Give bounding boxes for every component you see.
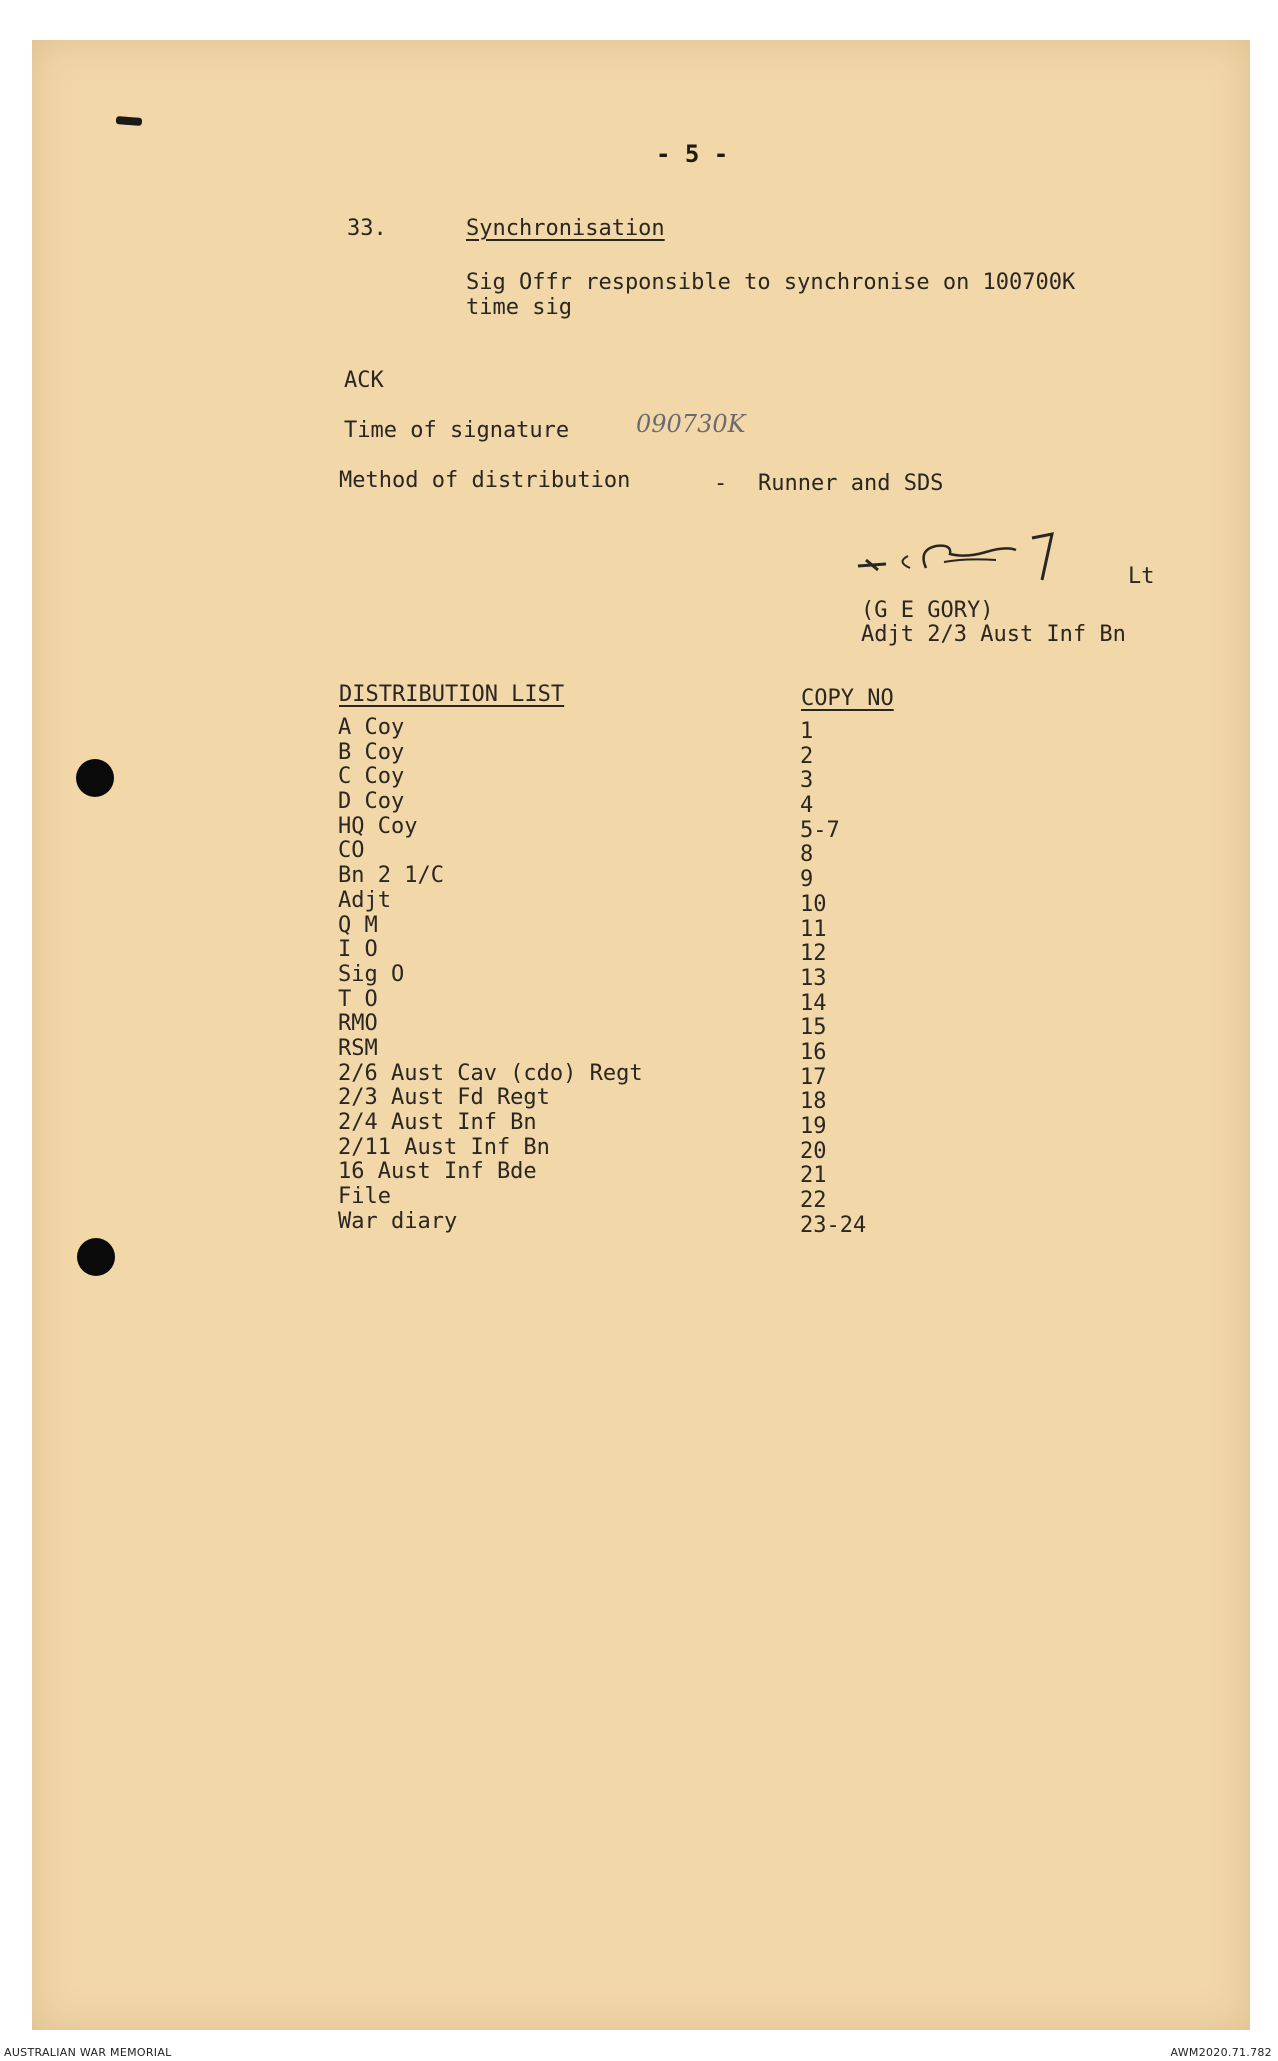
copy-number: 3 (800, 768, 814, 794)
section-body-line-2: time sig (466, 295, 572, 320)
addressee: War diary (338, 1208, 458, 1234)
distribution-row (338, 739, 898, 769)
addressee: File (338, 1184, 391, 1210)
copy-number: 2 (800, 743, 814, 769)
distribution-row (338, 986, 898, 1016)
copy-number: 16 (800, 1039, 827, 1065)
copy-number: 8 (800, 842, 814, 868)
section-heading: Synchronisation (466, 216, 665, 241)
punch-hole (77, 1238, 115, 1276)
signatory-appointment: Adjt 2/3 Aust Inf Bn (861, 622, 1126, 647)
distribution-row (338, 715, 898, 744)
distribution-row (338, 887, 898, 917)
copy-number: 14 (800, 990, 827, 1016)
distribution-row (338, 1159, 898, 1189)
time-of-signature-value: 090730K (636, 410, 746, 438)
distribution-list-header: DISTRIBUTION LIST (339, 682, 565, 707)
distribution-row (338, 1110, 898, 1139)
addressee: I O (338, 937, 378, 963)
ink-smudge (116, 116, 142, 126)
distribution-row (338, 1060, 898, 1090)
distribution-row (338, 937, 898, 967)
distribution-row (338, 863, 898, 893)
copy-number: 9 (800, 867, 814, 893)
addressee: Sig O (338, 961, 405, 987)
section-body (466, 270, 1075, 320)
distribution-row (338, 912, 898, 942)
page-number: - 5 - (656, 140, 729, 168)
copy-number: 11 (800, 916, 827, 942)
punch-hole (76, 759, 114, 797)
distribution-row (338, 813, 898, 843)
addressee: 2/4 Aust Inf Bn (338, 1110, 537, 1135)
distribution-row (338, 1134, 898, 1164)
addressee: Bn 2 1/C (338, 863, 444, 889)
copy-number: 22 (800, 1188, 827, 1214)
copy-number: 5-7 (800, 817, 840, 843)
addressee: Adjt (338, 887, 391, 913)
copy-number: 19 (800, 1114, 827, 1139)
addressee: Q M (338, 912, 378, 938)
addressee: B Coy (338, 739, 405, 765)
method-separator: - (714, 471, 728, 496)
distribution-row (338, 838, 898, 868)
addressee: 2/3 Aust Fd Regt (338, 1085, 550, 1111)
copy-number: 21 (800, 1163, 827, 1189)
addressee: A Coy (338, 715, 405, 740)
addressee: D Coy (338, 789, 405, 815)
copy-number: 18 (800, 1089, 827, 1115)
copy-number: 23-24 (800, 1212, 867, 1238)
addressee: 16 Aust Inf Bde (338, 1159, 537, 1185)
addressee: 2/11 Aust Inf Bn (338, 1134, 550, 1160)
method-of-distribution-value: Runner and SDS (758, 471, 944, 496)
copy-number: 13 (800, 965, 827, 991)
addressee: CO (338, 838, 365, 864)
copy-number: 12 (800, 941, 827, 967)
distribution-row (338, 961, 898, 991)
distribution-row (338, 1085, 898, 1115)
copy-number: 20 (800, 1138, 827, 1164)
paragraph-number: 33. (347, 216, 387, 241)
distribution-row (338, 1035, 898, 1065)
footer-band (0, 2043, 1278, 2061)
handwritten-signature (856, 528, 1066, 588)
addressee: RSM (338, 1035, 378, 1061)
archive-reference: AWM2020.71.782 (1170, 2046, 1272, 2059)
addressee: T O (338, 986, 378, 1012)
copy-number-header: COPY NO (801, 686, 894, 711)
distribution-row (338, 1011, 898, 1041)
addressee: C Coy (338, 764, 405, 790)
archive-credit: AUSTRALIAN WAR MEMORIAL (4, 2046, 172, 2059)
signatory-rank: Lt (1128, 564, 1155, 589)
method-of-distribution-label: Method of distribution (339, 468, 631, 493)
addressee: RMO (338, 1011, 378, 1037)
copy-number: 15 (800, 1015, 827, 1041)
addressee: HQ Coy (338, 813, 418, 839)
distribution-row (338, 1208, 898, 1238)
distribution-row (338, 764, 898, 794)
time-of-signature-label: Time of signature (344, 418, 570, 443)
signatory-name: (G E GORY) (861, 598, 994, 623)
acknowledge-label: ACK (344, 368, 384, 393)
distribution-row (338, 789, 898, 819)
section-body-line-1: Sig Offr responsible to synchronise on 100700K (466, 270, 1076, 295)
copy-number: 17 (800, 1064, 827, 1090)
addressee: 2/6 Aust Cav (cdo) Regt (338, 1060, 643, 1086)
copy-number: 4 (800, 793, 814, 819)
distribution-list (338, 715, 898, 1238)
distribution-row (338, 1184, 898, 1214)
copy-number: 10 (800, 891, 827, 917)
copy-number: 1 (800, 719, 814, 744)
